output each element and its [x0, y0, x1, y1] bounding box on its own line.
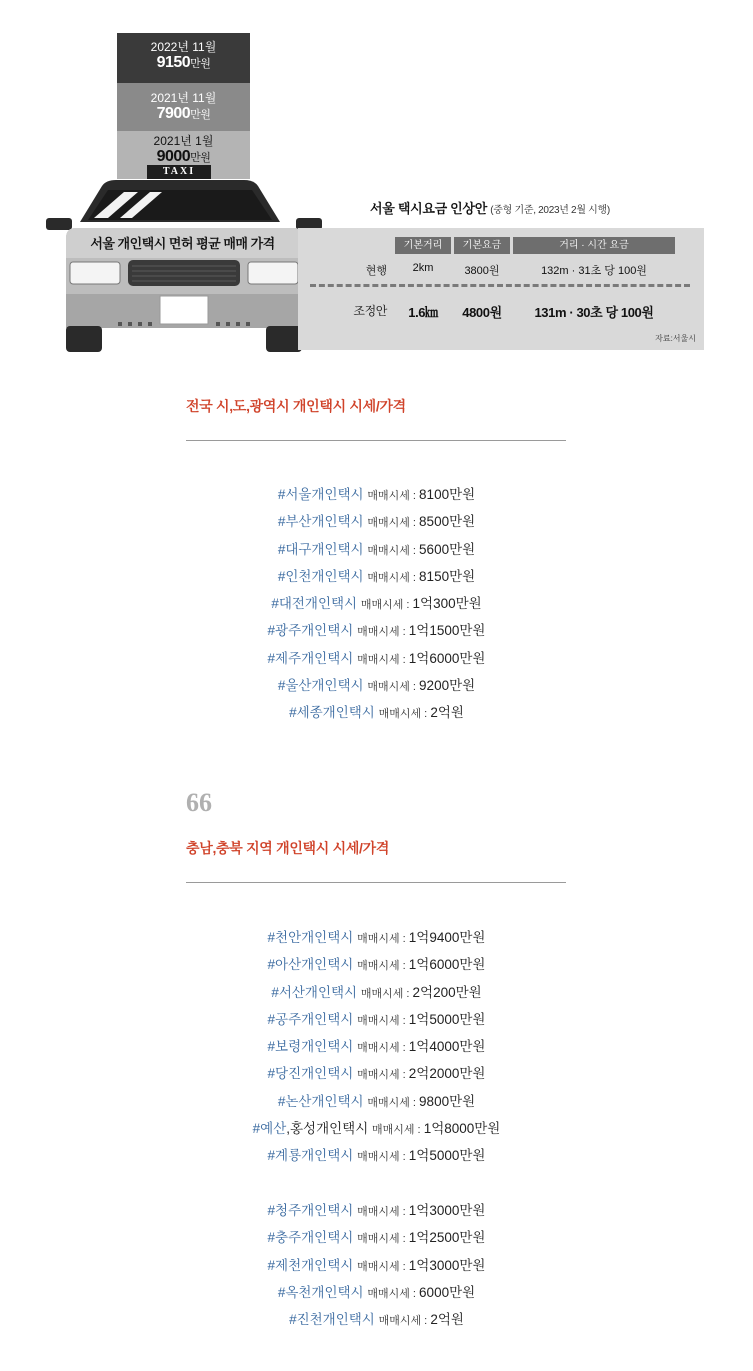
hashtag-link[interactable]: #광주개인택시	[267, 623, 354, 639]
hashtag-link[interactable]: #제주개인택시	[267, 650, 354, 666]
list-item	[0, 1224, 753, 1251]
hashtag-link[interactable]: #예산	[252, 1121, 287, 1137]
price-label: 매매시세 :	[367, 1096, 420, 1109]
price-value: 1억8000만원	[423, 1121, 501, 1137]
hashtag-link[interactable]: #공주개인택시	[267, 1011, 354, 1027]
price-value: 9200만원	[419, 678, 476, 694]
price-box-2022-11	[117, 33, 250, 83]
list-item	[0, 1060, 753, 1087]
hashtag-link[interactable]: #옥천개인택시	[277, 1284, 364, 1300]
price-box-2021-11	[117, 83, 250, 131]
taxi-car-illustration	[44, 176, 324, 356]
price-label: 매매시세 :	[367, 571, 420, 584]
list-item	[0, 536, 753, 563]
list-item	[0, 924, 753, 951]
list-item	[0, 645, 753, 672]
price-label: 매매시세 :	[357, 1014, 409, 1027]
list-item	[0, 672, 753, 699]
fare-cell-distance: 1.6㎞	[408, 305, 438, 320]
price-value: 8100만원	[419, 487, 476, 502]
hashtag-link[interactable]: #울산개인택시	[277, 678, 364, 694]
hashtag-link[interactable]: #제천개인택시	[267, 1257, 354, 1273]
price-label: 매매시세 :	[378, 708, 431, 721]
price-value: 5600만원	[419, 541, 476, 557]
hashtag-link[interactable]: #부산개인택시	[277, 514, 364, 530]
hashtag-link[interactable]: #인천개인택시	[277, 568, 364, 584]
price-label: 매매시세 :	[360, 987, 413, 1000]
hashtag-link[interactable]: #계룡개인택시	[267, 1148, 354, 1164]
price-label: 매매시세 :	[357, 1042, 409, 1055]
fare-cell-rate: 131m · 30초 당 100원	[534, 305, 654, 320]
hashtag-link[interactable]: #서울개인택시	[277, 487, 364, 502]
price-value: 9800만원	[419, 1093, 476, 1109]
chungcheong-price-list	[0, 924, 753, 1333]
car-label: 서울 개인택시 면허 평균 매매 가격	[90, 236, 275, 251]
price-value: 1억1500만원	[408, 623, 486, 639]
price-amount: 7900만원	[156, 105, 211, 122]
price-value: 1억3000만원	[408, 1202, 486, 1218]
list-item	[0, 508, 753, 535]
price-label: 매매시세 :	[357, 1233, 409, 1246]
list-spacer	[0, 1170, 753, 1197]
hashtag-link[interactable]: #아산개인택시	[267, 957, 354, 973]
list-item	[0, 1088, 753, 1115]
price-period: 2022년 11월	[150, 40, 217, 54]
price-label: 매매시세 :	[367, 1287, 420, 1300]
price-value: 1억3000만원	[408, 1257, 486, 1273]
list-item	[0, 617, 753, 644]
section-divider	[186, 440, 566, 441]
section-title-national: 전국 시,도,광역시 개인택시 시세/가격	[186, 398, 406, 414]
fare-row-label: 조정안	[353, 304, 387, 318]
hashtag-link[interactable]: #보령개인택시	[267, 1039, 354, 1055]
taxi-roof-sign: TAXI	[147, 165, 211, 179]
hashtag-link[interactable]: #논산개인택시	[277, 1093, 364, 1109]
price-label: 매매시세 :	[357, 1151, 409, 1164]
price-period: 2021년 1월	[153, 134, 214, 148]
list-item	[0, 1279, 753, 1306]
fare-header-distance: 기본거리	[395, 237, 451, 254]
price-amount: 9150만원	[156, 54, 211, 71]
price-value: 8150만원	[419, 568, 476, 584]
price-label: 매매시세 :	[372, 1124, 424, 1137]
hashtag-link[interactable]: #충주개인택시	[267, 1230, 354, 1246]
list-item	[0, 979, 753, 1006]
price-period: 2021년 11월	[150, 91, 217, 105]
price-amount: 9000만원	[156, 148, 211, 165]
taxi-infographic	[0, 0, 753, 370]
price-value: 1억6000만원	[408, 650, 486, 666]
list-item	[0, 1306, 753, 1333]
hashtag-link[interactable]: #당진개인택시	[267, 1066, 354, 1082]
list-item	[0, 590, 753, 617]
section-divider	[186, 882, 566, 883]
fare-header-rate: 거리 · 시간 요금	[513, 237, 675, 254]
price-value: 2억2000만원	[408, 1066, 486, 1082]
price-value: 1억300만원	[412, 596, 482, 612]
fare-row-label: 현행	[365, 265, 387, 277]
hashtag-link[interactable]: #청주개인택시	[267, 1202, 354, 1218]
price-label: 매매시세 :	[367, 544, 420, 557]
hashtag-link[interactable]: #진천개인택시	[289, 1312, 375, 1328]
national-price-list	[0, 481, 753, 727]
fare-title: 서울 택시요금 인상안 (중형 기준, 2023년 2월 시행)	[370, 201, 610, 216]
fare-source: 자료:서울시	[655, 334, 696, 343]
price-value: 1억6000만원	[408, 957, 486, 973]
price-label: 매매시세 :	[360, 599, 413, 612]
hashtag-link[interactable]: #대전개인택시	[271, 596, 358, 612]
hashtag-extra: ,홍성개인택시	[286, 1121, 369, 1137]
price-value: 1억5000만원	[408, 1011, 486, 1027]
price-label: 매매시세 :	[367, 517, 420, 530]
price-value: 6000만원	[419, 1284, 476, 1300]
price-value: 2억원	[430, 705, 464, 721]
price-label: 매매시세 :	[378, 1315, 431, 1328]
fare-cell-rate: 132m · 31초 당 100원	[541, 265, 647, 277]
list-item	[0, 951, 753, 978]
hashtag-link[interactable]: #천안개인택시	[267, 930, 354, 945]
list-item	[0, 563, 753, 590]
fare-cell-base: 4800원	[462, 305, 502, 320]
price-value: 1억4000만원	[408, 1039, 486, 1055]
price-label: 매매시세 :	[367, 681, 420, 694]
price-label: 매매시세 :	[357, 653, 409, 666]
fare-header-base: 기본요금	[454, 237, 510, 254]
price-label: 매매시세 :	[357, 626, 409, 639]
fare-cell-base: 3800원	[464, 265, 500, 277]
price-label: 매매시세 :	[367, 490, 420, 502]
list-item	[0, 1006, 753, 1033]
price-value: 1억2500만원	[408, 1230, 486, 1246]
list-item	[0, 1142, 753, 1169]
hashtag-link[interactable]: #세종개인택시	[289, 705, 375, 721]
price-label: 매매시세 :	[357, 1069, 409, 1082]
fare-table	[298, 228, 704, 350]
fare-cell-distance: 2km	[412, 262, 434, 274]
list-item	[0, 1115, 753, 1142]
price-label: 매매시세 :	[357, 933, 409, 945]
price-label: 매매시세 :	[357, 1205, 409, 1218]
price-value: 1억9400만원	[408, 930, 486, 945]
hashtag-link[interactable]: #서산개인택시	[271, 984, 358, 1000]
price-value: 2억200만원	[412, 984, 482, 1000]
price-label: 매매시세 :	[357, 960, 409, 973]
quote-icon: 66	[186, 788, 212, 817]
fare-divider	[310, 284, 690, 287]
hashtag-link[interactable]: #대구개인택시	[277, 541, 364, 557]
price-label: 매매시세 :	[357, 1260, 409, 1273]
price-value: 8500만원	[419, 514, 476, 530]
section-title-chungcheong: 충남,충북 지역 개인택시 시세/가격	[186, 840, 390, 856]
list-item	[0, 1197, 753, 1224]
list-item	[0, 699, 753, 726]
list-item	[0, 1033, 753, 1060]
list-item	[0, 1252, 753, 1279]
price-value: 1억5000만원	[408, 1148, 486, 1164]
price-value: 2억원	[430, 1312, 464, 1328]
list-item	[0, 481, 753, 508]
